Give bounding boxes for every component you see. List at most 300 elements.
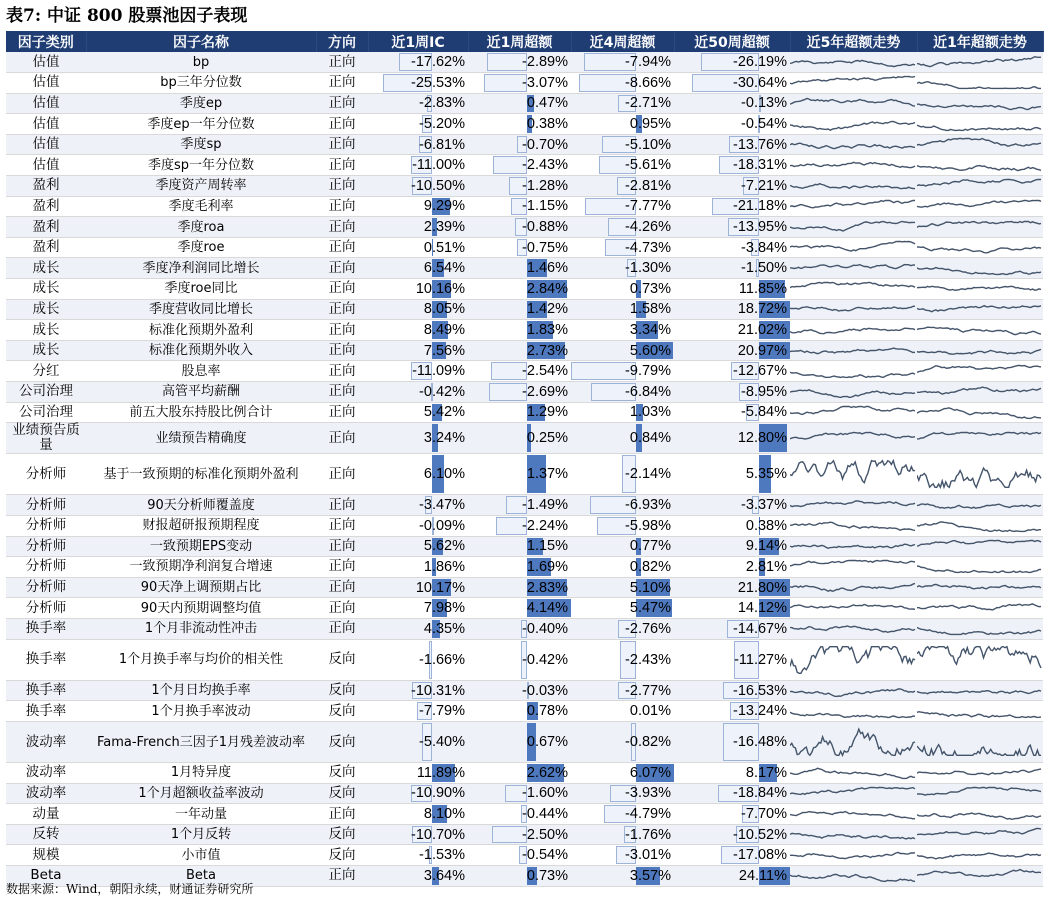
table-row [6,763,1043,784]
metric-value: -1.49% [522,497,568,514]
sparkline-chart [917,682,1043,699]
sparkline-line [790,834,915,840]
table-row [6,382,1043,403]
sparkline-line [790,787,915,794]
sparkline-trend-5y [790,402,917,423]
sparkline-chart [917,260,1043,277]
sparkline-chart [790,430,917,447]
header-excess-4w: 近4周超额 [571,31,674,52]
sparkline-trend-1y [917,320,1043,341]
metric-cell-w4 [571,721,674,762]
factor-category: 波动率 [6,783,86,804]
sparkline-line [790,811,915,818]
factor-category: Beta [6,866,86,887]
sparkline-chart [790,847,917,864]
metric-cell-ic [368,320,468,341]
metric-value: -1.50% [741,260,787,277]
sparkline-chart [790,404,917,421]
sparkline-line [790,306,915,311]
metric-cell-w4 [571,279,674,300]
table-row [6,557,1043,578]
sparkline-chart [917,136,1043,153]
sparkline-line [790,544,915,548]
factor-direction: 反向 [316,763,368,784]
metric-cell-w50 [674,557,790,578]
sparkline-chart [790,600,917,617]
metric-cell-ic [368,402,468,423]
metric-value: -10.70% [410,826,465,843]
sparkline-line [917,646,1041,667]
sparkline-trend-1y [917,866,1043,887]
sparkline-chart [790,74,917,91]
metric-value: -17.62% [410,54,465,71]
metric-value: 21.02% [737,322,787,339]
metric-cell-ic [368,866,468,887]
metric-cell-w50 [674,52,790,73]
factor-name: 季度营收同比增长 [86,299,316,320]
metric-value: 0.01% [629,703,671,720]
sparkline-trend-5y [790,134,917,155]
sparkline-chart [790,136,917,153]
metric-cell-w4 [571,340,674,361]
metric-value: 8.10% [423,806,465,823]
metric-cell-w4 [571,515,674,536]
sparkline-trend-1y [917,93,1043,114]
sparkline-trend-1y [917,423,1043,454]
sparkline-line [917,813,1041,819]
metric-cell-w50 [674,618,790,639]
factor-category: 成长 [6,279,86,300]
sparkline-trend-1y [917,279,1043,300]
metric-value: -0.44% [522,806,568,823]
header-ic-1w: 近1周IC [368,31,468,52]
table-row [6,639,1043,680]
metric-cell-w50 [674,361,790,382]
metric-cell-w4 [571,423,674,454]
metric-cell-w4 [571,804,674,825]
metric-cell-w1 [468,515,571,536]
factor-direction: 正向 [316,361,368,382]
metric-cell-w1 [468,701,571,722]
metric-cell-ic [368,557,468,578]
metric-value: -3.93% [625,785,671,802]
metric-value: 1.03% [629,404,671,421]
sparkline-trend-5y [790,279,917,300]
metric-cell-w1 [468,804,571,825]
metric-value: 5.42% [423,404,465,421]
metric-cell-w1 [468,536,571,557]
metric-value: -5.40% [419,734,465,750]
header-row [6,31,1043,52]
metric-value: 4.35% [423,620,465,637]
sparkline-line [790,432,915,439]
sparkline-trend-1y [917,845,1043,866]
metric-value: 1.37% [526,466,568,483]
factor-name: 1个月反转 [86,824,316,845]
header-excess-1w: 近1周超额 [468,31,571,52]
metric-cell-w4 [571,618,674,639]
metric-value: 18.72% [737,301,787,318]
metric-cell-w1 [468,763,571,784]
metric-value: -0.03% [522,682,568,699]
sparkline-chart [917,785,1043,802]
factor-name: 90天内预期调整均值 [86,598,316,619]
metric-value: 1.69% [526,558,568,575]
factor-name: 1个月超额收益率波动 [86,783,316,804]
metric-cell-w50 [674,73,790,94]
metric-cell-ic [368,577,468,598]
metric-cell-w4 [571,114,674,135]
metric-cell-ic [368,93,468,114]
factor-name: 1个月换手率与均价的相关性 [86,639,316,680]
metric-value: -5.20% [419,116,465,133]
sparkline-chart [790,703,917,720]
sparkline-chart [917,517,1043,534]
table-row [6,845,1043,866]
metric-value: 0.47% [526,95,568,112]
factor-category: 估值 [6,155,86,176]
metric-value: 24.11% [738,867,787,884]
metric-cell-w50 [674,279,790,300]
metric-cell-w1 [468,680,571,701]
metric-cell-w50 [674,845,790,866]
sparkline-line [917,769,1041,775]
sparkline-trend-1y [917,783,1043,804]
sparkline-chart [790,517,917,534]
sparkline-chart [917,558,1043,575]
table-row [6,495,1043,516]
factor-direction: 正向 [316,804,368,825]
factor-direction: 正向 [316,237,368,258]
sparkline-trend-5y [790,382,917,403]
metric-cell-w4 [571,454,674,495]
metric-value: 8.05% [423,301,465,318]
metric-cell-w4 [571,299,674,320]
metric-value: -1.60% [522,785,568,802]
factor-category: 盈利 [6,237,86,258]
metric-value: 1.58% [629,301,671,318]
metric-value: 2.81% [745,558,787,575]
metric-value: -7.70% [741,806,787,823]
metric-cell-w50 [674,93,790,114]
sparkline-line [790,184,915,189]
metric-value: -18.31% [732,157,787,174]
factor-category: 换手率 [6,639,86,680]
sparkline-chart [790,219,917,236]
sparkline-line [790,729,915,755]
metric-value: -2.54% [522,363,568,380]
factor-category: 成长 [6,340,86,361]
metric-value: -0.13% [741,95,787,112]
metric-cell-w50 [674,299,790,320]
metric-value: -8.66% [625,74,671,91]
sparkline-chart [917,157,1043,174]
factor-name: 财报超研报预期程度 [86,515,316,536]
factor-name: bp三年分位数 [86,73,316,94]
sparkline-chart [790,806,917,823]
metric-cell-w1 [468,639,571,680]
sparkline-chart [790,54,917,71]
factor-performance-table [6,31,1044,887]
sparkline-chart [790,538,917,555]
factor-name: 1个月日均换手率 [86,680,316,701]
table-row [6,680,1043,701]
sparkline-trend-5y [790,52,917,73]
metric-cell-w4 [571,258,674,279]
factor-category: 换手率 [6,701,86,722]
table-row [6,721,1043,762]
metric-value: -0.09% [419,517,465,534]
factor-category: 估值 [6,114,86,135]
table-row [6,402,1043,423]
factor-direction: 反向 [316,721,368,762]
sparkline-line [790,77,915,84]
factor-direction: 正向 [316,73,368,94]
metric-cell-w4 [571,73,674,94]
sparkline-chart [790,497,917,514]
sparkline-trend-5y [790,258,917,279]
factor-direction: 正向 [316,52,368,73]
metric-value: -16.48% [732,734,787,750]
metric-value: 6.10% [423,466,465,483]
factor-direction: 正向 [316,299,368,320]
metric-value: 6.07% [629,764,671,781]
metric-value: 20.97% [737,342,787,359]
sparkline-chart [790,682,917,699]
factor-category: 动量 [6,804,86,825]
sparkline-trend-5y [790,320,917,341]
sparkline-trend-1y [917,361,1043,382]
metric-cell-ic [368,114,468,135]
sparkline-line [790,348,915,354]
metric-value: 5.60% [629,342,671,359]
metric-value: -17.08% [732,847,787,864]
metric-cell-ic [368,176,468,197]
factor-category: 分析师 [6,454,86,495]
metric-value: -13.76% [732,136,787,153]
sparkline-line [790,604,915,609]
sparkline-line [917,82,1041,89]
sparkline-line [790,875,915,882]
sparkline-chart [917,280,1043,297]
metric-value: 0.73% [526,867,568,884]
factor-direction: 正向 [316,577,368,598]
metric-value: -0.82% [625,734,671,750]
metric-value: 8.17% [745,764,787,781]
metric-cell-ic [368,515,468,536]
factor-category: 换手率 [6,680,86,701]
sparkline-trend-5y [790,515,917,536]
sparkline-chart [917,455,1043,493]
metric-value: -5.98% [625,517,671,534]
metric-value: -3.01% [625,847,671,864]
sparkline-line [790,98,915,106]
metric-value: -13.95% [732,219,787,236]
sparkline-trend-1y [917,495,1043,516]
factor-category: 估值 [6,52,86,73]
sparkline-chart [917,116,1043,133]
sparkline-line [790,328,915,334]
metric-cell-w1 [468,279,571,300]
sparkline-trend-1y [917,155,1043,176]
sparkline-chart [917,322,1043,339]
factor-name: 季度ep [86,93,316,114]
metric-cell-ic [368,73,468,94]
factor-category: 成长 [6,258,86,279]
sparkline-line [917,350,1041,355]
metric-value: 5.10% [629,579,671,596]
metric-cell-ic [368,701,468,722]
sparkline-line [790,646,915,673]
metric-cell-w4 [571,866,674,887]
factor-name: 季度roe同比 [86,279,316,300]
sparkline-line [917,829,1041,835]
sparkline-trend-1y [917,217,1043,238]
metric-cell-ic [368,340,468,361]
sparkline-trend-5y [790,217,917,238]
sparkline-chart [790,826,917,843]
value-bar [484,74,527,92]
sparkline-trend-1y [917,536,1043,557]
metric-cell-w50 [674,155,790,176]
factor-category: 估值 [6,73,86,94]
sparkline-chart [917,579,1043,596]
metric-cell-ic [368,618,468,639]
metric-cell-w4 [571,176,674,197]
sparkline-line [917,504,1041,508]
sparkline-chart [917,620,1043,637]
table-row [6,52,1043,73]
sparkline-trend-1y [917,237,1043,258]
metric-value: -6.93% [625,497,671,514]
factor-category: 公司治理 [6,402,86,423]
factor-name: 一年动量 [86,804,316,825]
metric-cell-w1 [468,721,571,762]
metric-value: 0.67% [526,734,568,750]
metric-cell-w1 [468,93,571,114]
factor-direction: 正向 [316,155,368,176]
table-row [6,361,1043,382]
metric-value: -13.24% [732,703,787,720]
factor-direction: 正向 [316,217,368,238]
factor-category: 分析师 [6,515,86,536]
header-direction: 方向 [316,31,368,52]
metric-value: 0.77% [629,538,671,555]
sparkline-trend-5y [790,196,917,217]
table-row [6,176,1043,197]
sparkline-trend-5y [790,721,917,762]
sparkline-chart [790,198,917,215]
sparkline-trend-5y [790,598,917,619]
metric-cell-w1 [468,320,571,341]
factor-category: 估值 [6,134,86,155]
sparkline-chart [790,177,917,194]
metric-cell-w50 [674,866,790,887]
metric-value: -1.53% [419,847,465,864]
factor-direction: 正向 [316,114,368,135]
factor-name: 1个月非流动性冲击 [86,618,316,639]
metric-cell-w4 [571,217,674,238]
metric-cell-w50 [674,423,790,454]
metric-cell-w50 [674,196,790,217]
sparkline-chart [790,95,917,112]
table-row [6,423,1043,454]
sparkline-chart [917,867,1043,884]
sparkline-line [917,540,1041,546]
metric-value: -2.14% [625,466,671,483]
metric-cell-w4 [571,701,674,722]
metric-value: 1.46% [526,260,568,277]
metric-cell-w1 [468,299,571,320]
factor-name: 前五大股东持股比例合计 [86,402,316,423]
sparkline-line [790,372,915,377]
table-row [6,454,1043,495]
sparkline-trend-5y [790,237,917,258]
sparkline-line [790,626,915,632]
sparkline-line [790,406,915,414]
sparkline-line [790,390,915,398]
metric-value: -2.77% [625,682,671,699]
metric-value: -18.84% [732,785,787,802]
metric-cell-w4 [571,93,674,114]
factor-direction: 正向 [316,382,368,403]
metric-value: -7.94% [625,54,671,71]
table-row [6,196,1043,217]
metric-cell-ic [368,804,468,825]
sparkline-chart [790,157,917,174]
table-title: 表7: 中证 800 股票池因子表现 [6,6,248,26]
metric-value: -26.19% [732,54,787,71]
metric-cell-w4 [571,763,674,784]
metric-cell-w50 [674,237,790,258]
metric-cell-ic [368,134,468,155]
metric-cell-w4 [571,557,674,578]
sparkline-trend-5y [790,114,917,135]
metric-cell-w1 [468,495,571,516]
metric-value: -3.07% [522,74,568,91]
factor-name: 季度毛利率 [86,196,316,217]
metric-cell-w4 [571,680,674,701]
sparkline-chart [917,806,1043,823]
sparkline-chart [917,198,1043,215]
sparkline-line [790,769,915,779]
factor-name: 标准化预期外盈利 [86,320,316,341]
metric-value: 5.47% [629,600,671,617]
sparkline-line [917,566,1041,572]
factor-category: 业绩预告质量 [6,423,86,454]
sparkline-chart [917,826,1043,843]
metric-value: -3.47% [419,497,465,514]
metric-value: -16.53% [732,682,787,699]
sparkline-trend-1y [917,701,1043,722]
metric-value: -2.43% [625,651,671,668]
metric-cell-w1 [468,618,571,639]
sparkline-chart [790,558,917,575]
metric-cell-w1 [468,577,571,598]
factor-category: 分析师 [6,577,86,598]
sparkline-chart [790,322,917,339]
metric-cell-ic [368,237,468,258]
factor-category: 分析师 [6,495,86,516]
factor-direction: 正向 [316,258,368,279]
header-trend-5y: 近5年超额走势 [790,31,917,52]
sparkline-trend-5y [790,73,917,94]
sparkline-chart [917,95,1043,112]
sparkline-chart [917,764,1043,781]
metric-cell-w50 [674,763,790,784]
metric-value: -2.71% [625,95,671,112]
metric-cell-ic [368,824,468,845]
